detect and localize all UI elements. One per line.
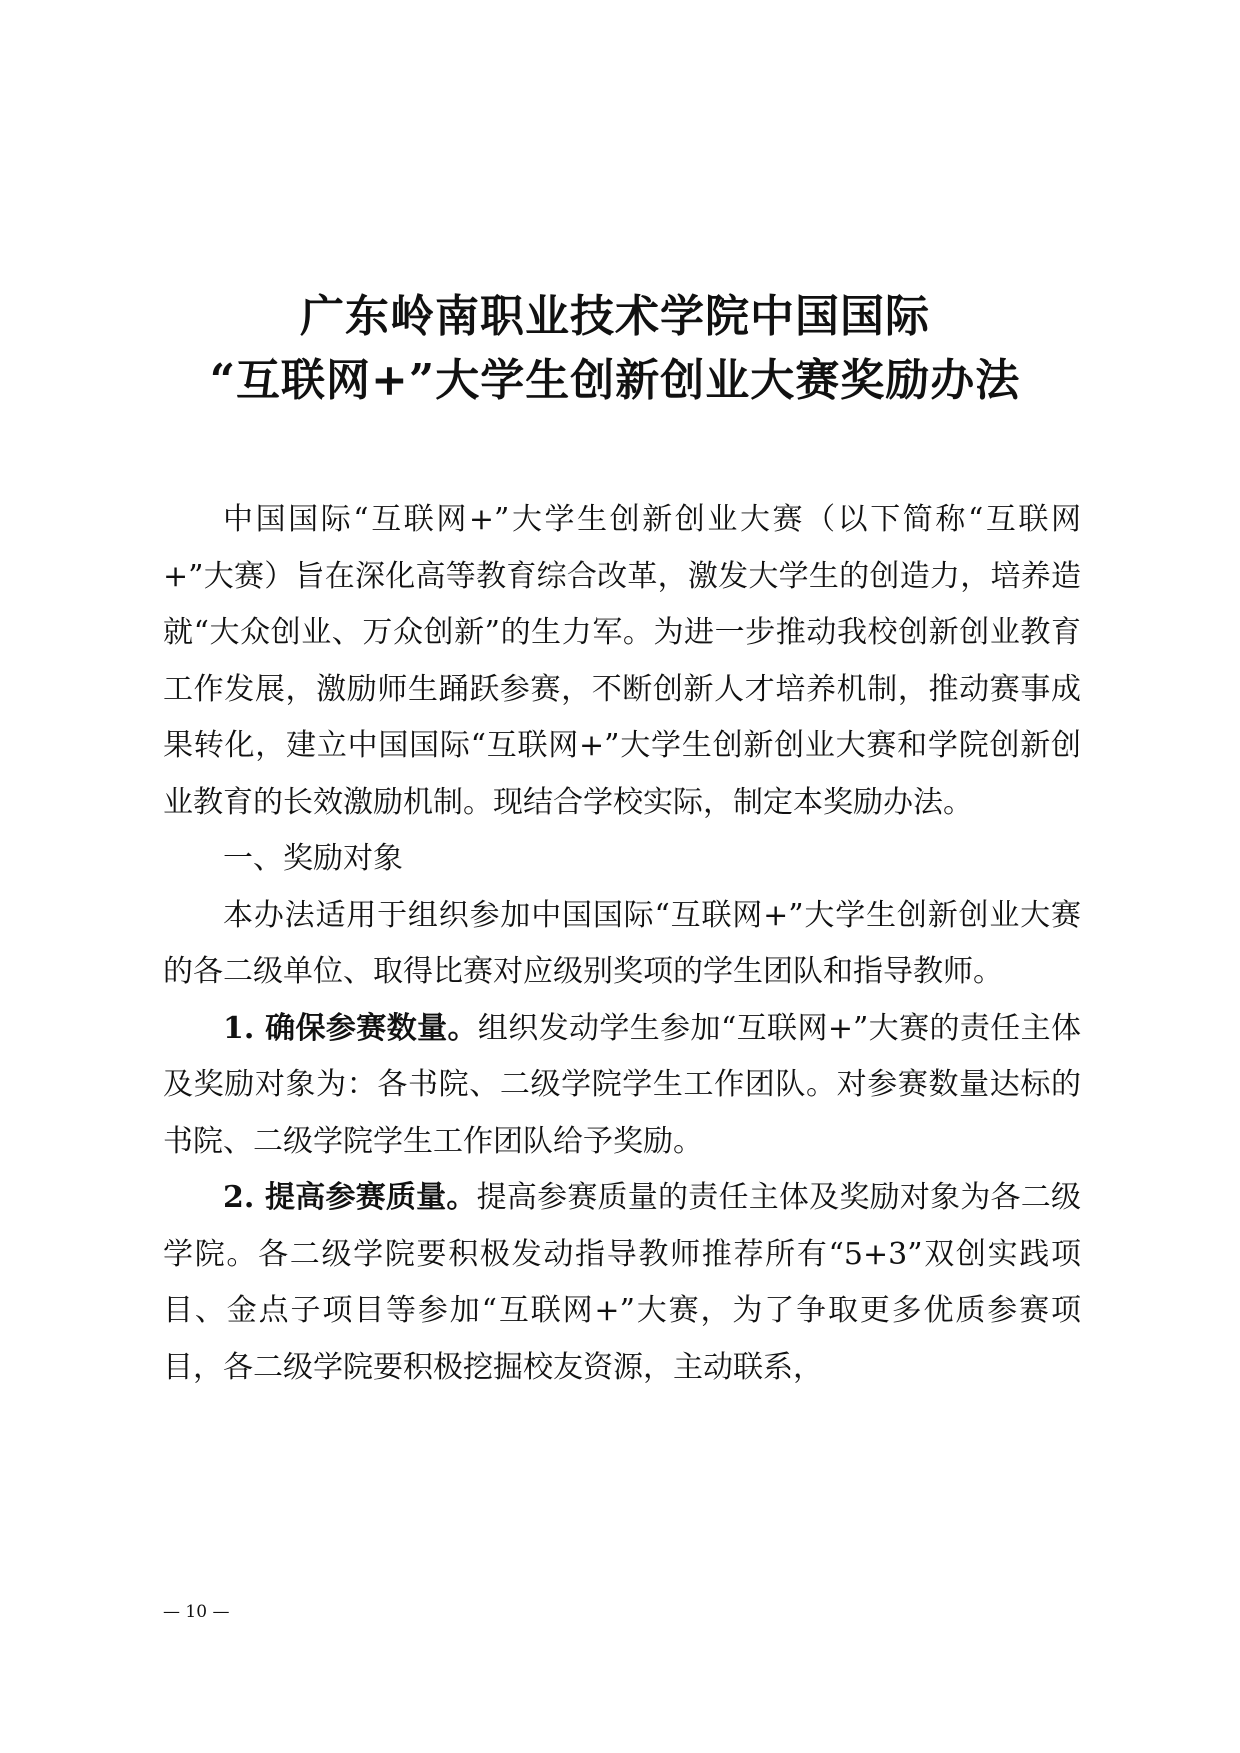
item-2-label: 2. 提高参赛质量。 <box>223 1180 477 1215</box>
page-number: — 10 — <box>163 1602 230 1622</box>
document-body <box>163 492 1081 1396</box>
section-1-paragraph: 本办法适用于组织参加中国国际“互联网+”大学生创新创业大赛的各二级单位、取得比赛对应级别奖项的学生团队和指导教师。 <box>163 897 1081 989</box>
item-1-text: 组织发动学生参加“互联网+”大赛的责任主体及奖励对象为：各书院、二级学院学生工作团队。对参赛数量达标的书院、二级学院学生工作团队给予奖励。 <box>163 1010 1082 1159</box>
document-title <box>150 285 1080 413</box>
item-1-paragraph <box>163 1001 1081 1171</box>
title-line-1: 广东岭南职业技术学院中国国际 <box>300 291 930 342</box>
item-2-paragraph <box>163 1170 1081 1396</box>
section-1-heading: 一、奖励对象 <box>223 841 403 876</box>
intro-paragraph: 中国国际“互联网+”大学生创新创业大赛（以下简称“互联网+”大赛）旨在深化高等教育综合改革，激发大学生的创造力，培养造就“大众创业、万众创新”的生力军。为进一步推动我校创新创业教育工作发展，激励师生踊跃参赛，不断创新人才培养机制，推动赛事成果转化，建立中国国际“互联网+”大学生创新创业大赛和学院创新创业教育的长效激励机制。现结合学校实际，制定本奖励办法。 <box>163 502 1081 820</box>
title-line-2: “互联网+”大学生创新创业大赛奖励办法 <box>209 355 1021 406</box>
item-2-text: 提高参赛质量的责任主体及奖励对象为各二级学院。各二级学院要积极发动指导教师推荐所有“5+3”双创实践项目、金点子项目等参加“互联网+”大赛，为了争取更多优质参赛项目，各二级学院要积极挖掘校友资源，主动联系， <box>163 1180 1082 1385</box>
item-1-label: 1. 确保参赛数量。 <box>223 1010 478 1046</box>
